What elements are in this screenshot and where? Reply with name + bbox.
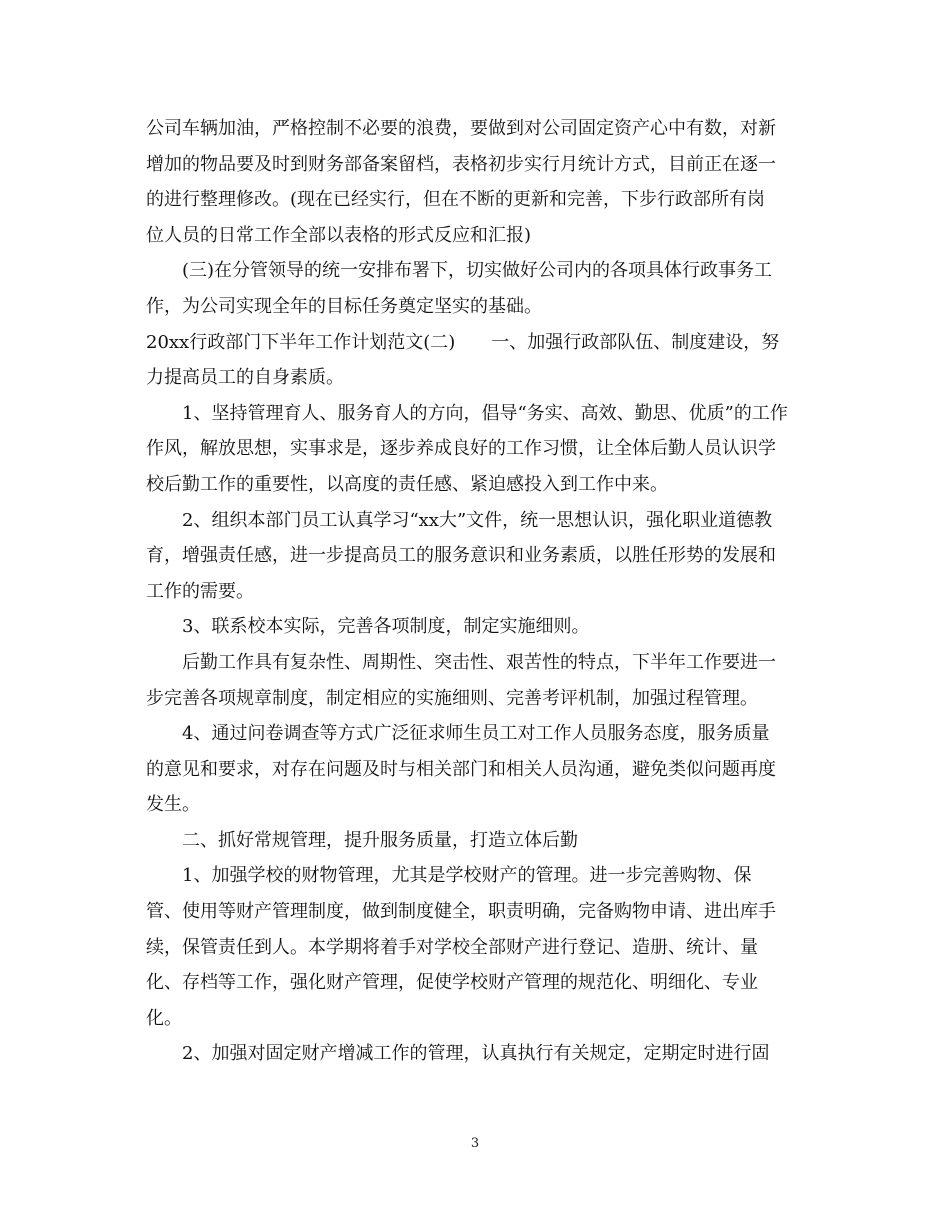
text-line: 20xx行政部门下半年工作计划范文(二) 一、加强行政部队伍、制度建设，努 [146,331,780,353]
text-line: 1、加强学校的财物管理，尤其是学校财产的管理。进一步完善购物、保 [182,865,752,887]
text-line: 化。 [146,1007,182,1029]
text-line: 作，为公司实现全年的目标任务奠定坚实的基础。 [146,295,542,317]
text-line: 1、坚持管理育人、服务育人的方向，倡导“务实、高效、勤思、优质”的工作 [182,402,788,424]
document-body [146,111,804,1072]
text-line: 4、通过问卷调查等方式广泛征求师生员工对工作人员服务态度，服务质量 [182,723,770,745]
text-line: (三)在分管领导的统一安排布署下，切实做好公司内的各项具体行政事务工 [182,260,773,282]
text-line: 作风，解放思想，实事求是，逐步养成良好的工作习惯，让全体后勤人员认识学 [146,438,776,460]
text-line: 发生。 [146,794,200,816]
text-line: 增加的物品要及时到财务部备案留档，表格初步实行月统计方式，目前正在逐一 [146,153,776,175]
text-line: 2、加强对固定财产增减工作的管理，认真执行有关规定，定期定时进行固 [182,1043,770,1065]
text-line: 续，保管责任到人。本学期将着手对学校全部财产进行登记、造册、统计、量 [146,936,758,958]
text-line: 的意见和要求，对存在问题及时与相关部门和相关人员沟通，避免类似问题再度 [146,758,776,780]
text-line: 工作的需要。 [146,580,254,602]
text-line: 管、使用等财产管理制度，做到制度健全，职责明确，完备购物申请、进出库手 [146,901,776,923]
text-line: 2、组织本部门员工认真学习“xx大”文件，统一思想认识，强化职业道德教 [182,509,773,531]
text-line: 位人员的日常工作全部以表格的形式反应和汇报) [146,224,532,246]
text-line: 3、联系校本实际，完善各项制度，制定实施细则。 [182,616,590,638]
text-line: 校后勤工作的重要性，以高度的责任感、紧迫感投入到工作中来。 [146,473,668,495]
text-line: 育，增强责任感，进一步提高员工的服务意识和业务素质，以胜任形势的发展和 [146,545,776,567]
text-line: 公司车辆加油，严格控制不必要的浪费，要做到对公司固定资产心中有数，对新 [146,118,776,139]
text-line: 化、存档等工作，强化财产管理，促使学校财产管理的规范化、明细化、专业 [146,972,758,994]
text-line: 二、抓好常规管理，提升服务质量，打造立体后勤 [182,829,578,851]
text-line: 力提高员工的自身素质。 [146,367,344,389]
text-line: 的进行整理修改。(现在已经实行，但在不断的更新和完善，下步行政部所有岗 [146,189,766,211]
page-number: 3 [470,1136,480,1151]
text-line: 步完善各项规章制度，制定相应的实施细则、完善考评机制，加强过程管理。 [146,687,758,709]
text-line: 后勤工作具有复杂性、周期性、突击性、艰苦性的特点，下半年工作要进一 [182,651,776,673]
